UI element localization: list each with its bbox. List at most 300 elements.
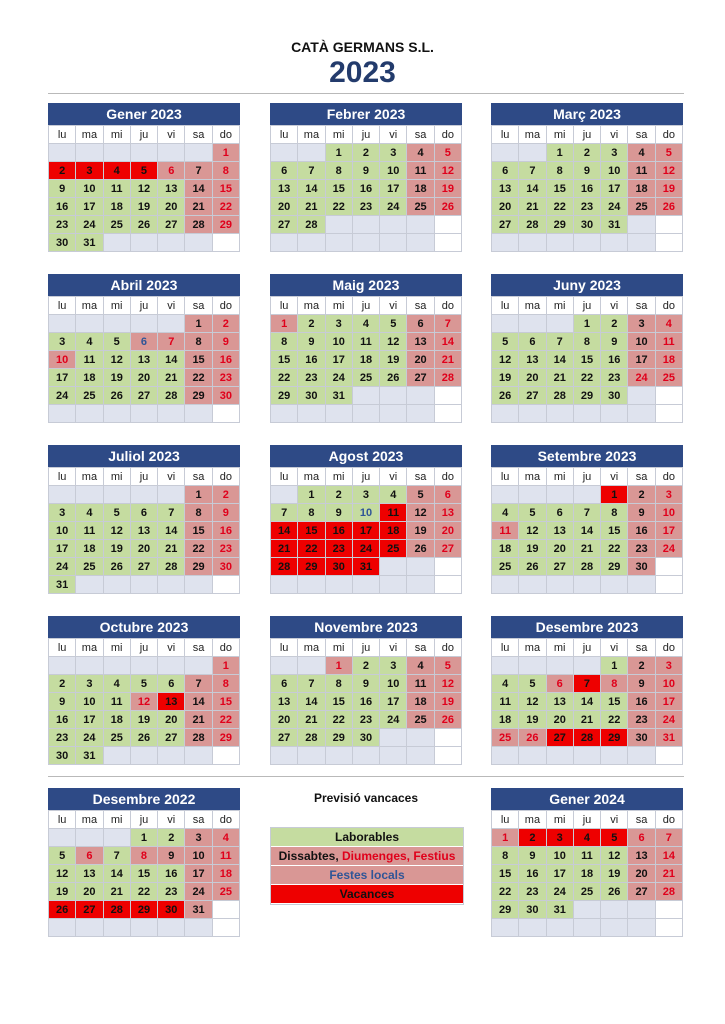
day-cell: 22: [547, 198, 574, 216]
day-cell: 11: [492, 693, 519, 711]
empty-cell: [185, 405, 212, 423]
day-cell: 22: [213, 711, 240, 729]
empty-cell: [131, 576, 158, 594]
day-cell: 20: [547, 540, 574, 558]
day-cell: 8: [213, 675, 240, 693]
day-cell: 17: [185, 865, 212, 883]
empty-cell: [435, 234, 462, 252]
day-cell: 21: [185, 711, 212, 729]
weekday-header: ju: [574, 811, 601, 829]
day-cell: 1: [547, 144, 574, 162]
day-cell: 9: [49, 693, 76, 711]
day-cell: 20: [76, 883, 103, 901]
legend: [270, 827, 464, 905]
empty-cell: [353, 234, 380, 252]
day-cell: 24: [380, 711, 407, 729]
day-cell: 22: [326, 711, 353, 729]
day-cell: 16: [298, 351, 325, 369]
day-cell: 27: [547, 729, 574, 747]
day-cell: 26: [407, 540, 434, 558]
day-cell: 27: [271, 729, 298, 747]
empty-cell: [158, 919, 185, 937]
month-days-grid: [48, 125, 240, 252]
day-cell: 3: [185, 829, 212, 847]
day-cell: 12: [435, 162, 462, 180]
day-cell: 12: [435, 675, 462, 693]
empty-cell: [656, 405, 683, 423]
day-cell: 11: [628, 162, 655, 180]
empty-cell: [656, 558, 683, 576]
day-cell: 13: [435, 504, 462, 522]
weekday-header: do: [656, 126, 683, 144]
empty-cell: [519, 747, 546, 765]
day-cell: 21: [656, 865, 683, 883]
day-cell: 8: [326, 162, 353, 180]
empty-cell: [519, 405, 546, 423]
empty-cell: [435, 387, 462, 405]
month-days-grid: [491, 810, 683, 937]
empty-cell: [271, 144, 298, 162]
day-cell: 23: [601, 369, 628, 387]
empty-cell: [353, 576, 380, 594]
empty-cell: [76, 657, 103, 675]
weekday-header: mi: [326, 297, 353, 315]
day-cell: 22: [131, 883, 158, 901]
day-cell: 4: [104, 675, 131, 693]
day-cell: 14: [656, 847, 683, 865]
day-cell: 1: [213, 657, 240, 675]
weekday-header: do: [435, 639, 462, 657]
empty-cell: [380, 558, 407, 576]
day-cell: 29: [601, 729, 628, 747]
weekday-header: lu: [492, 126, 519, 144]
weekday-header: ma: [519, 811, 546, 829]
month-calendar: [270, 445, 462, 594]
day-cell: 16: [519, 865, 546, 883]
day-cell: 17: [49, 540, 76, 558]
day-cell: 6: [628, 829, 655, 847]
day-cell: 13: [131, 522, 158, 540]
month-title: Gener 2024: [491, 788, 683, 810]
day-cell: 11: [76, 351, 103, 369]
empty-cell: [131, 657, 158, 675]
empty-cell: [407, 387, 434, 405]
day-cell: 29: [185, 387, 212, 405]
empty-cell: [49, 657, 76, 675]
month-calendar: [491, 616, 683, 765]
company-name: CATÀ GERMANS S.L.: [291, 39, 434, 55]
day-cell: 5: [131, 162, 158, 180]
empty-cell: [380, 234, 407, 252]
day-cell: 26: [131, 216, 158, 234]
day-cell: 28: [185, 216, 212, 234]
day-cell: 9: [353, 162, 380, 180]
empty-cell: [380, 216, 407, 234]
empty-cell: [158, 405, 185, 423]
day-cell: 20: [435, 522, 462, 540]
empty-cell: [76, 576, 103, 594]
empty-cell: [49, 405, 76, 423]
day-cell: 23: [574, 198, 601, 216]
weekday-header: mi: [326, 126, 353, 144]
empty-cell: [628, 919, 655, 937]
day-cell: 17: [380, 693, 407, 711]
day-cell: 4: [492, 504, 519, 522]
legend-vacances: Vacances: [271, 885, 463, 904]
day-cell: 5: [49, 847, 76, 865]
day-cell: 26: [104, 387, 131, 405]
weekday-header: sa: [185, 126, 212, 144]
empty-cell: [435, 405, 462, 423]
month-title: Octubre 2023: [48, 616, 240, 638]
empty-cell: [656, 216, 683, 234]
day-cell: 24: [326, 369, 353, 387]
empty-cell: [158, 747, 185, 765]
month-days-grid: [491, 296, 683, 423]
day-cell: 25: [407, 198, 434, 216]
month-days-grid: [270, 467, 462, 594]
day-cell: 6: [435, 486, 462, 504]
empty-cell: [185, 919, 212, 937]
day-cell: 10: [380, 675, 407, 693]
day-cell: 21: [185, 198, 212, 216]
day-cell: 7: [185, 162, 212, 180]
weekday-header: lu: [492, 468, 519, 486]
day-cell: 9: [628, 675, 655, 693]
day-cell: 21: [519, 198, 546, 216]
weekday-header: do: [656, 297, 683, 315]
empty-cell: [435, 558, 462, 576]
day-cell: 19: [435, 180, 462, 198]
day-cell: 16: [353, 180, 380, 198]
empty-cell: [76, 405, 103, 423]
day-cell: 5: [601, 829, 628, 847]
empty-cell: [298, 657, 325, 675]
weekday-header: lu: [49, 811, 76, 829]
day-cell: 6: [271, 675, 298, 693]
weekday-header: sa: [407, 297, 434, 315]
day-cell: 4: [628, 144, 655, 162]
day-cell: 9: [158, 847, 185, 865]
day-cell: 7: [519, 162, 546, 180]
day-cell: 1: [271, 315, 298, 333]
day-cell: 15: [326, 693, 353, 711]
month-title: Setembre 2023: [491, 445, 683, 467]
empty-cell: [185, 657, 212, 675]
empty-cell: [271, 576, 298, 594]
day-cell: 7: [435, 315, 462, 333]
day-cell: 3: [380, 144, 407, 162]
day-cell: 6: [76, 847, 103, 865]
month-calendar: [491, 445, 683, 594]
day-cell: 14: [271, 522, 298, 540]
day-cell: 6: [547, 504, 574, 522]
day-cell: 9: [574, 162, 601, 180]
day-cell: 4: [380, 486, 407, 504]
weekday-header: ma: [76, 468, 103, 486]
empty-cell: [158, 486, 185, 504]
day-cell: 14: [158, 522, 185, 540]
weekday-header: mi: [547, 639, 574, 657]
day-cell: 30: [353, 729, 380, 747]
empty-cell: [601, 747, 628, 765]
empty-cell: [574, 919, 601, 937]
empty-cell: [519, 144, 546, 162]
day-cell: 22: [492, 883, 519, 901]
month-title: Març 2023: [491, 103, 683, 125]
day-cell: 1: [131, 829, 158, 847]
day-cell: 25: [76, 387, 103, 405]
day-cell: 25: [76, 558, 103, 576]
weekday-header: vi: [601, 468, 628, 486]
empty-cell: [492, 747, 519, 765]
weekday-header: lu: [492, 811, 519, 829]
day-cell: 9: [353, 675, 380, 693]
day-cell: 18: [492, 540, 519, 558]
empty-cell: [407, 576, 434, 594]
empty-cell: [628, 387, 655, 405]
day-cell: 3: [76, 675, 103, 693]
weekday-header: ju: [574, 126, 601, 144]
day-cell: 17: [547, 865, 574, 883]
empty-cell: [185, 144, 212, 162]
day-cell: 26: [104, 558, 131, 576]
empty-cell: [519, 315, 546, 333]
day-cell: 9: [213, 504, 240, 522]
empty-cell: [158, 144, 185, 162]
empty-cell: [158, 315, 185, 333]
empty-cell: [76, 315, 103, 333]
day-cell: 22: [601, 711, 628, 729]
day-cell: 22: [185, 540, 212, 558]
day-cell: 24: [353, 540, 380, 558]
empty-cell: [547, 747, 574, 765]
empty-cell: [628, 216, 655, 234]
weekday-header: do: [213, 811, 240, 829]
day-cell: 5: [519, 504, 546, 522]
day-cell: 23: [158, 883, 185, 901]
day-cell: 10: [326, 333, 353, 351]
weekday-header: sa: [628, 639, 655, 657]
empty-cell: [131, 919, 158, 937]
day-cell: 8: [492, 847, 519, 865]
day-cell: 17: [628, 351, 655, 369]
day-cell: 30: [49, 234, 76, 252]
day-cell: 11: [104, 180, 131, 198]
empty-cell: [380, 576, 407, 594]
weekday-header: do: [213, 468, 240, 486]
day-cell: 26: [519, 558, 546, 576]
day-cell: 18: [492, 711, 519, 729]
day-cell: 18: [407, 180, 434, 198]
day-cell: 31: [601, 216, 628, 234]
empty-cell: [49, 829, 76, 847]
day-cell: 21: [574, 540, 601, 558]
empty-cell: [407, 747, 434, 765]
weekday-header: lu: [49, 297, 76, 315]
month-calendar: [270, 103, 462, 252]
empty-cell: [213, 901, 240, 919]
day-cell: 29: [298, 558, 325, 576]
day-cell: 16: [353, 693, 380, 711]
day-cell: 18: [656, 351, 683, 369]
weekday-header: do: [435, 297, 462, 315]
weekday-header: ju: [353, 468, 380, 486]
day-cell: 10: [380, 162, 407, 180]
day-cell: 23: [213, 369, 240, 387]
day-cell: 29: [601, 558, 628, 576]
weekday-header: mi: [104, 297, 131, 315]
empty-cell: [104, 405, 131, 423]
empty-cell: [298, 234, 325, 252]
empty-cell: [353, 747, 380, 765]
day-cell: 2: [353, 657, 380, 675]
weekday-header: do: [435, 468, 462, 486]
day-cell: 15: [298, 522, 325, 540]
day-cell: 22: [213, 198, 240, 216]
empty-cell: [326, 234, 353, 252]
month-days-grid: [48, 296, 240, 423]
day-cell: 24: [656, 711, 683, 729]
month-calendar: [491, 274, 683, 423]
day-cell: 9: [326, 504, 353, 522]
month-title: Febrer 2023: [270, 103, 462, 125]
bottom-divider: [48, 776, 684, 777]
empty-cell: [574, 234, 601, 252]
day-cell: 20: [158, 711, 185, 729]
day-cell: 26: [492, 387, 519, 405]
day-cell: 12: [49, 865, 76, 883]
empty-cell: [380, 729, 407, 747]
day-cell: 27: [131, 558, 158, 576]
day-cell: 3: [326, 315, 353, 333]
empty-cell: [435, 216, 462, 234]
day-cell: 28: [574, 729, 601, 747]
day-cell: 20: [628, 865, 655, 883]
day-cell: 7: [547, 333, 574, 351]
day-cell: 27: [271, 216, 298, 234]
empty-cell: [353, 216, 380, 234]
empty-cell: [574, 901, 601, 919]
weekday-header: ma: [298, 297, 325, 315]
weekday-header: do: [213, 297, 240, 315]
day-cell: 24: [76, 729, 103, 747]
weekday-header: ma: [519, 126, 546, 144]
day-cell: 26: [656, 198, 683, 216]
day-cell: 16: [326, 522, 353, 540]
weekday-header: ma: [76, 126, 103, 144]
top-divider: [48, 93, 684, 94]
weekday-header: ju: [574, 297, 601, 315]
weekday-header: ma: [298, 126, 325, 144]
day-cell: 5: [131, 675, 158, 693]
month-calendar: [270, 616, 462, 765]
empty-cell: [492, 919, 519, 937]
day-cell: 29: [271, 387, 298, 405]
empty-cell: [49, 486, 76, 504]
weekday-header: do: [656, 639, 683, 657]
day-cell: 8: [326, 675, 353, 693]
day-cell: 12: [519, 693, 546, 711]
day-cell: 1: [601, 657, 628, 675]
day-cell: 6: [492, 162, 519, 180]
weekday-header: lu: [492, 297, 519, 315]
legend-festes-locals: Festes locals: [271, 866, 463, 885]
day-cell: 18: [104, 198, 131, 216]
day-cell: 21: [158, 540, 185, 558]
day-cell: 1: [574, 315, 601, 333]
day-cell: 18: [76, 369, 103, 387]
weekday-header: ju: [131, 468, 158, 486]
day-cell: 17: [76, 711, 103, 729]
day-cell: 18: [104, 711, 131, 729]
empty-cell: [104, 315, 131, 333]
month-days-grid: [270, 296, 462, 423]
month-title: Agost 2023: [270, 445, 462, 467]
day-cell: 18: [213, 865, 240, 883]
day-cell: 31: [76, 747, 103, 765]
day-cell: 19: [49, 883, 76, 901]
day-cell: 2: [628, 486, 655, 504]
day-cell: 14: [547, 351, 574, 369]
empty-cell: [407, 558, 434, 576]
day-cell: 14: [298, 693, 325, 711]
empty-cell: [435, 576, 462, 594]
weekday-header: ju: [131, 811, 158, 829]
empty-cell: [213, 747, 240, 765]
day-cell: 19: [601, 865, 628, 883]
day-cell: 15: [271, 351, 298, 369]
empty-cell: [326, 216, 353, 234]
weekday-header: do: [213, 126, 240, 144]
day-cell: 10: [628, 333, 655, 351]
empty-cell: [213, 405, 240, 423]
empty-cell: [547, 486, 574, 504]
day-cell: 11: [492, 522, 519, 540]
day-cell: 4: [353, 315, 380, 333]
day-cell: 26: [131, 729, 158, 747]
empty-cell: [298, 405, 325, 423]
day-cell: 20: [492, 198, 519, 216]
day-cell: 13: [271, 180, 298, 198]
month-title: Juliol 2023: [48, 445, 240, 467]
day-cell: 11: [380, 504, 407, 522]
empty-cell: [298, 144, 325, 162]
empty-cell: [547, 657, 574, 675]
day-cell: 12: [519, 522, 546, 540]
empty-cell: [407, 234, 434, 252]
empty-cell: [628, 405, 655, 423]
day-cell: 14: [435, 333, 462, 351]
day-cell: 2: [298, 315, 325, 333]
day-cell: 8: [185, 504, 212, 522]
day-cell: 25: [353, 369, 380, 387]
day-cell: 21: [547, 369, 574, 387]
day-cell: 16: [601, 351, 628, 369]
day-cell: 4: [104, 162, 131, 180]
day-cell: 3: [353, 486, 380, 504]
day-cell: 1: [185, 486, 212, 504]
weekday-header: lu: [49, 468, 76, 486]
month-days-grid: [270, 638, 462, 765]
day-cell: 20: [158, 198, 185, 216]
day-cell: 2: [213, 486, 240, 504]
day-cell: 2: [601, 315, 628, 333]
day-cell: 8: [131, 847, 158, 865]
day-cell: 5: [407, 486, 434, 504]
day-cell: 23: [49, 729, 76, 747]
weekday-header: ju: [353, 639, 380, 657]
